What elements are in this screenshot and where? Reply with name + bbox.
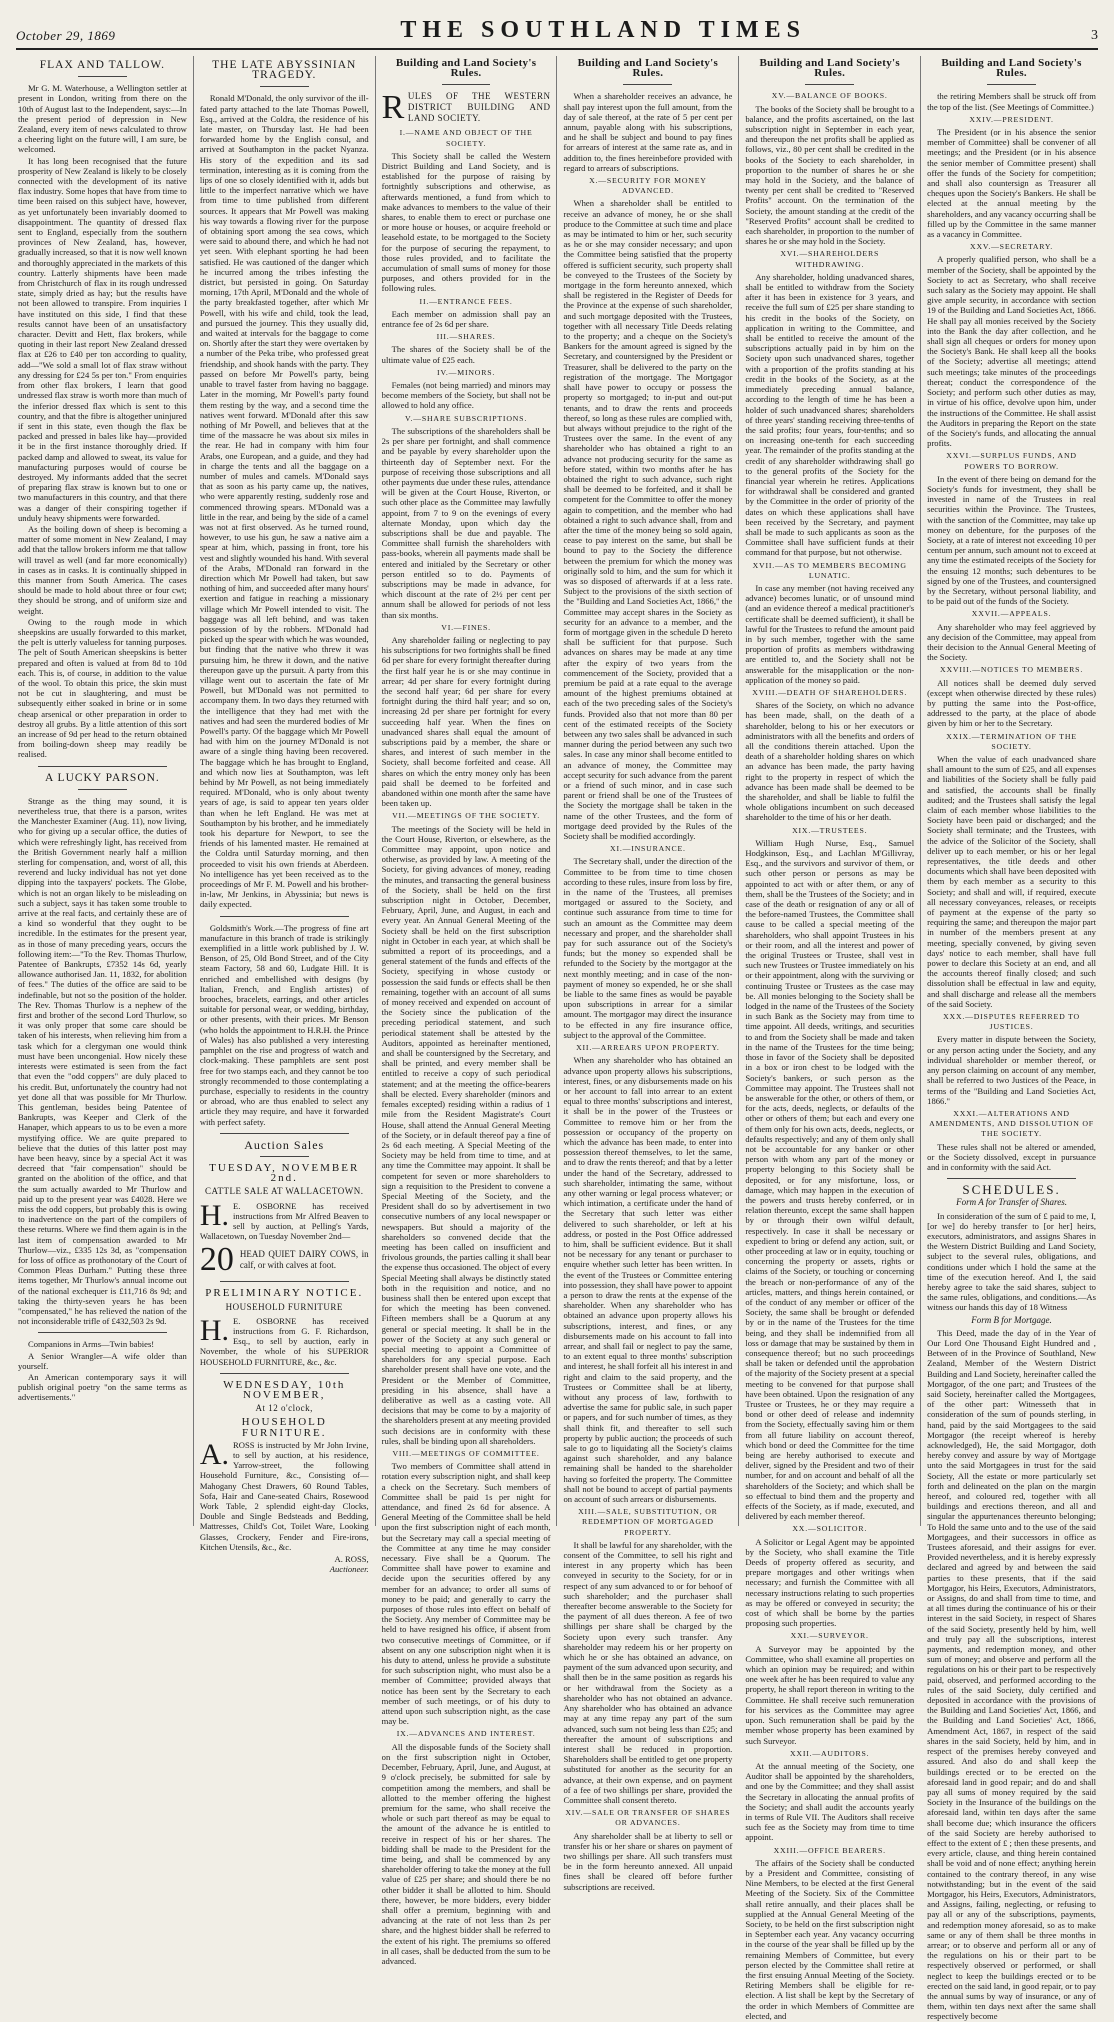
ad-quantity-number: 20: [199, 1241, 234, 1279]
article-paragraph: Goldsmith's Work.—The progress of fine art manufacture in this branch of trade is strikingly exemplified in a little work published by J. W. Benson, of 25, Old Bond Street, and of the City steam Factory, 58 and 60, Ludgate Hill. It is enriched and embellished with designs (by Italian, French, and English artistes) of brooches, bracelets, earrings, and other articles suitable for personal wear, or wedding, birthday, or other presents, with their prices. Mr Benson (who holds the appointment to H.R.H. the Prince of Wales) has also published a very interesting pamphlet on the rise and progress of watch and clock-making. These pamphlets are sent post free for two stamps each, and they cannot be too strongly recommended to those contemplating a purchase, especially to residents in the country or abroad, who are thus enabled to select any article they may require, and have it forwarded with perfect safety.: [199, 922, 369, 1127]
ad-text: E. OSBORNE has received instructions from G. F. Richardson, Esq., to sell by auction, early in November, the whole of his SUPERIOR HOUSEHOLD FURNITURE, &c., &c.: [199, 1315, 369, 1367]
section-heading: IX.—ADVANCES AND INTEREST.: [396, 1729, 536, 1739]
form-a-text: In consideration of the sum of £ paid to me, I, [or we] do hereby transfer to [or her] heirs, executors, administrators, and assigns Shares in the Western District Building and Land Society, subject to the several rules, obligations, and conditions under which I hold the same at the time of the execution hereof. And I, the said hereby agree to take the said shares, subject to the same rules, obligations, and conditions.—As witness our hands this day of 18 Witness: [927, 1210, 1096, 1313]
column-1: [12, 56, 194, 1526]
section-heading: XIV.—SALE OR TRANSFER OF SHARES OR ADVANCES.: [565, 1808, 731, 1828]
section-heading: XXVII.—APPEALS.: [971, 609, 1052, 619]
drop-initial: H.: [199, 1313, 229, 1347]
ad-date: WEDNESDAY, 10th NOVEMBER,: [223, 1378, 346, 1401]
divider: [260, 1156, 309, 1157]
form-b-heading: Form B for Mortgage.: [971, 1314, 1052, 1325]
section-heading: XV.—BALANCE OF BOOKS.: [771, 91, 888, 101]
section-heading: XXIII.—OFFICE BEARERS.: [773, 1845, 886, 1855]
ad-quantity: [199, 1241, 369, 1279]
divider: [987, 84, 1036, 85]
ad-date: TUESDAY, NOVEMBER 2nd.: [209, 1161, 360, 1185]
auction-sales-header: Auction Sales: [244, 1137, 325, 1152]
section-text: A properly qualified person, who shall be a member of the Society, shall be appointed by the Society to act as Secretary, who shall receive such salary as the Society may appoint. He shall give ample security, in accordance with section 19 of the Building and Land Societies Act, 1866. He shall pay all monies received by the Society into the Bank the day after collection, and he shall sign all cheques or orders for money upon the Society's Bank. He shall keep all the books of the Society; advertise all meetings; attend such meetings; take minutes of the proceedings thereat; conduct the correspondence of the Society; and perform such other duties as may, in virtue of his office, devolve upon him, under the instructions of the Committee. He shall assist the Auditors in preparing the Report on the state of the Society's funds, and allocating the annual profits.: [927, 254, 1096, 449]
divider: [78, 76, 127, 77]
section-text: This Society shall be called the Western District Building and Land Society, and is established for the purpose of raising by fortnightly subscriptions and otherwise, as afterwards mentioned, a fund from which to make advances to members to the value of their shares, to enable them to erect or purchase one or more house or houses, or acquire freehold or leasehold estate, to be mortgaged to the Society for the purpose of securing the repayment, to those rules provided, and to facilitate the accumulation of small sums of money for those purposes, and others provided for in the following rules.: [381, 150, 551, 294]
ad-text: E. OSBORNE has received instructions from Mr Alfred Beaven to sell by auction, at Pelling's Yards, Wallacetown, on Tuesday November 2nd—: [199, 1200, 369, 1242]
divider: [38, 1332, 167, 1333]
section-heading: X.—SECURITY FOR MONEY ADVANCED.: [589, 176, 707, 196]
section-heading: XXI.—SURVEYOR.: [790, 1631, 869, 1641]
masthead: [16, 0, 1098, 50]
section-text: Any shareholder failing or neglecting to pay his subscriptions for two fortnights shall be fined 6d per share for every fortnight thereafter during the first half year he is or she may continue in arrear; 4d per share for every fortnight during the second half year; 6d per share for every fortnight during the third half year; and so on, increasing 2d per share per fortnight for every succeeding half year. When the fines on unadvanced shares shall equal the amount of subscriptions paid by a member, the share or shares, and interest of such member in the Society, shall become forfeited and cease. All shares on which the entry money only has been paid shall be deemed to be forfeited and abandoned within one month after the same have been taken up.: [381, 634, 551, 809]
divider: [78, 789, 127, 790]
section-heading: XIII.—SALE, SUBSTITUTION, OR REDEMPTION OF MORTGAGED PROPERTY.: [578, 1507, 718, 1537]
section-text: The President (or in his absence the senior member of Committee) shall be convener of all meetings; and the President (or in his absence the senior member of Committee present) shall offer the funds of the Society for competition; and shall also countersign as Treasurer all cheques upon the Society's Bankers. He shall be elected at the annual meeting by the shareholders, and any vacancy occurring shall be filled up by the Committee in the same manner as a vacancy in Committee.: [927, 127, 1096, 240]
column-2: [194, 56, 376, 1575]
section-heading: XVIII.—DEATH OF SHAREHOLDERS.: [752, 687, 908, 697]
section-heading: III.—SHARES.: [436, 332, 496, 342]
section-heading: XXVI.—SURPLUS FUNDS, AND POWERS TO BORROW.: [946, 451, 1077, 471]
ad-text: ROSS is instructed by Mr John Irvine, to sell by auction, at his residence, Yarrow-street, the following Household Furniture, &c., Consisting of— Mahogany Chest Drawers, 60 Round Tables, Sofa, Hair and Cane-seated Chairs, Rosewood Work Table, 2 splendid eight-day Clocks, Double and Single Bedsteads and Bedding, Mattresses, Child's Cot, Toilet Ware, Looking Glasses, Crockery, Fender and Fire-irons, Kitchen Utensils, &c., &c.: [199, 1439, 369, 1552]
ad-body: [199, 1198, 369, 1242]
divider: [220, 916, 349, 917]
divider: [442, 84, 491, 85]
article-paragraph: Ronald M'Donald, the only survivor of the ill-fated party attached to the late Thomas Powell, Esq., arrived at the Coldra, the residence of his late master, on Thursday last. He had been forwarded home by the English consul, and arrived at Southampton in the packet Nyanza. His story of the expedition and its sad termination, interesting as it is coming from the lips of one so closely identified with it, adds but little to the imperfect narrative which we have from time to time published from different sources. It appears that Mr Powell was making his way towards a flowing river for the purpose of obtaining sport among the sea cows, which were said to abound there, and which he had not yet seen. With elephant sporting he had been satisfied. He was cautioned of the danger which he incurred among the tribes infesting the district, but persisted in going. On Saturday morning, 17th April, M'Donald and the whole of the party breakfasted together, after which Mr Powell, with his wife and child, took the lead, and pursued the journey. This they usually did, and waited at intervals for the baggage to come on. Shortly after the start they were overtaken by a number of the Peka tribe, who professed great friendship, and shook hands with the party. They passed on before Mr Powell's party, being unable to travel faster from having no baggage. Later in the morning, Mr Powell's party found them resting by the way, and a second time the natives went forward. M'Donald after this saw nothing of Mr Powell, and believes that at the time of the massacre he was about six miles in the rear. He had in company with him four Arabs, one European, and a guide, and they had in charge the tents and all the baggage on a number of mules and camels. M'Donald says that as soon as his party came up, the natives, who were apparently resting, suddenly rose and commenced throwing spears. M'Donald was a little in the rear, and being by the side of a camel was not at first observed. As he turned round, however, to use his gun, he saw a native aim a spear at him, which, passing in front, tore his vest and slightly wounded his hand. With several of the Arabs, M'Donald ran forward in the direction which Mr Powell had taken, but saw nothing of him, and succeeded after many hours' exertion and fatigue in reaching a missionary village which Mr Powell intended to visit. The baggage was all left behind, and was taken possession of by the robbers. M'Donald had picked up the spear with which he was wounded, but finding that the native who threw it was pursuing him, he threw it down, and the native thereupon gave up the pursuit. A party from this village went out to ascertain the fate of Mr Powell, but M'Donald was not permitted to accompany them. In two days they returned with the intelligence that they had met with the natives and had seen the murdered bodies of Mr Powell's party. Of the baggage which Mr Powell had with him on the journey M'Donald is not aware of a single thing having been recovered. The baggage which he has brought to England, and which now lies at Southampton, was left behind by Mr Powell, as not being immediately required. M'Donald, who is only about twenty years of age, is said to appear ten years older than when he left England. He was met at Southampton by his brother, and he immediately took his departure for Newport, to see the friends of his lamented master. He remained at the Coldra until Saturday morning, and then proceeded to visit his own friends at Aberdeen. No intelligence has yet been received as to the proceedings of Mr F. M. Powell and his brother-in-law, Mr Jenkins, in Abyssinia; but news is daily expected.: [199, 93, 369, 910]
section-text: Shares of the Society, on which no advance has been made, shall, on the death of a shareholder, belong to his or her executors or administrators with all the benefits and orders of all the conditions therein attached. Upon the death of a shareholder holding shares on which an advance has been made, the party having right to the property in respect of which the advance has been made shall be deemed to be the shareholder, and shall be liable to fulfil the whole obligations incumbent on such deceased shareholder to the time of his or her death.: [745, 700, 915, 823]
section-text: Any shareholder, holding unadvanced shares, shall be entitled to withdraw from the Society after it has been in existence for 3 years, and receive the full sum of £25 per share standing to his credit in the books of the Society, on application in writing to the Committee, and shall be entitled to receive the amount of the subscriptions actually paid in by him on the Society upon such unadvanced shares, together with a proportion of the profits standing at his credit in the books of the Society, as at the immediately preceding annual balance, according to the length of time he has been a holder of such unadvanced shares; shareholders of three years' standing receiving three-tenths of the said profits; four years, four-tenths; and so on increasing one-tenth for each succeeding year. The remainder of the profits standing at the credit of any shareholder withdrawing shall go to the general profits of the Society for the financial year wherein he retires. Applications for withdrawal shall be considered and granted by the Committee in the order of priority of the dates on which these applications shall have been received by the Secretary, and payment shall be made to such applicants as soon as the Committee shall have sufficient funds at their command for that purpose, but not otherwise.: [745, 271, 915, 558]
section-heading: XXXI.—ALTERATIONS AND AMENDMENTS, AND DISSOLUTION OF THE SOCIETY.: [929, 1108, 1094, 1139]
drop-initial: R: [381, 89, 405, 127]
section-text: The shares of the Society shall be of the ultimate value of £25 each.: [381, 344, 551, 365]
column-4: [557, 56, 739, 1892]
section-heading: XXX.—DISPUTES REFERRED TO JUSTICES.: [943, 1012, 1080, 1032]
column-6: [921, 56, 1102, 2022]
section-text: Any shareholder who may feel aggrieved by any decision of the Committee, may appeal from their decision to the Annual General Meeting of the Society.: [927, 621, 1096, 663]
headline-abyssinian-tragedy: THE LATE ABYSSINIAN TRAGEDY.: [212, 59, 357, 82]
section-heading: XIX.—TRUSTEES.: [792, 825, 868, 835]
form-b-text: This Deed, made the day of in the Year of Our Lord One Thousand Eight Hundred and , Between of in the Province of Southland, New Zealand, Member of the Western District Building and Land Society, hereinafter called the Mortgagor, of the one part; and Trustees of the said Society, hereinafter called the Mortgagees, of the other part: Witnesseth that in consideration of the sum of pounds sterling, in hand, paid by the said Mortgagees to the said Mortgagor (the receipt whereof is hereby acknowledged), He, the said Mortgagor, doth hereby convey and assure by way of Mortgage unto the said Mortgagees in trust for the said Society, All the estate or more particularly set forth and delineated on the plan on the margin hereof, and coloured red, together with all buildings and erections thereon, and all and singular the appurtenances thereunto belonging; To Hold the same unto and to the use of the said Mortgagees, and their successors in office as Trustees aforesaid, and their assigns for ever. Provided nevertheless, and it is hereby expressly declared and agreed by and between the said parties to these presents, that if the said Mortgagor, his Heirs, Executors, Administrators, or Assigns, do and shall from time to time, and at all times during the continuance of his or their interest in the said Society, in respect of Shares of the said Society, presently held by him, well and truly pay all the subscriptions, interest payments, and redemption money, and other sum of money; and observe and perform all the regulations on his or their part to be respectively paid, observed, and performed according to the rules of the said Society, duly certified and deposited in accordance with the provisions of the Building and Land Societies' Act, 1866, and the Building and Land Societies' Act, 1866, Amendment Act, 1867, in respect of the said shares in the said Society, held by him, and in respect of the premises hereby conveyed and assured. And also do and shall keep the buildings erected or to be erected on the aforesaid land in good repair; and do and shall pay all sums of money required by the said Society in the Insurance of the buildings on the aforesaid land, within ten days after the same shall become due; which insurance the officers of the said Society are hereby authorised to effect to the extent of £ ; then these presents, and every article, clause, and thing herein contained shall be void and of none effect; anything herein contained to the contrary thereof, in any wise notwithstanding; but in the event of the said Mortgagor, his Heirs, Executors, Administrators, and Assigns, failing, neglecting, or refusing to pay all or any of the subscriptions, payments, and redemption money aforesaid, so as to make same or any of them shall be three months in arrear; or to observe and perform all or any of the regulations on his or their part to be respectively observed or performed, or shall neglect to keep the buildings erected or to be erected on the said land, in good repair, or to pay the annual sums by way of insurance, or any of them, within ten days next after the same shall respectively become: [927, 1327, 1096, 2022]
article-paragraph: Owing to the rough mode in which sheepskins are usually forwarded to this market, the pelt is utterly valueless for tanning purposes. The pelt of South American sheepskins is better prepared and often is valued at from 8d to 10d each. This is, of course, in addition to the value of the wool. To obtain this price, the skin must not be cut in slaughtering, and must be subsequently either soaked in brine or in some cheap arsenical or other preparation in order to destroy all grubs. By a little attention of this sort an increase of 9d per head to the return obtained from boiling-down sheep may readily be realised.: [18, 616, 187, 760]
article-paragraph: As the boiling down of sheep is becoming a matter of some moment in New Zealand, I may add that the tallow brokers inform me that tallow will travel as well (and far more economically) in cases as in casks. It is continually shipped in this manner from South America. The cases should be made to hold about three or four cwt; they should be strong, and of uniform size and weight.: [18, 523, 187, 616]
filler-paragraph: Companions in Arms—Twin babies!: [28, 1339, 155, 1350]
section-heading: VI.—FINES.: [441, 622, 491, 632]
divider: [260, 86, 309, 87]
ad-body: [199, 1313, 369, 1367]
ad-signature: A. ROSS,: [334, 1554, 369, 1565]
article-paragraph: It has long been recognised that the future prosperity of New Zealand is likely to be closely connected with the development of its native flax industry. Some hopes that have from time to time been raised on this subject have, however, as yet unfortunately been invariably doomed to disappointment. The quantity of dressed flax sent to England, especially from the southern provinces of New Zealand, has, however, gradually increased, so that it is now well known and thoroughly appreciated in the markets of this country. Latterly shipments have been made from Christchurch of flax in its rough undressed state, simply dried as hay; but the results have not been allowed to transpire. From inquiries I have instituted on this side, I find that these results cannot have been of an unsatisfactory character. Devitt and Hett, flax brokers, while quoting in their last report New Zealand dressed flax at £26 to £40 per ton according to quality, add—"We sold a small lot of flax straw without any dressing for £24 5s per ton." From enquiries from other flax brokers, I learn that good undressed flax straw is worth more than much of the inferior dressed flax which is sent to this country, and that the fibre is altogether uninjured if sent in this state, even though the flax be packed and pressed in bales like hay—provided it be in the first instance thoroughly dried. If packed damp and allowed to sweat, its value for manufacturing purposes would of course be destroyed. My informants added that the secret of preparing flax straw is known but to one or two manufacturers in this country, and that there was a danger of their conspiring together if unduly heavy shipments were forwarded.: [18, 155, 187, 523]
filler-paragraph: An American contemporary says it will publish original poetry "on the same terms as advertisements.": [18, 1371, 187, 1403]
section-text: Every matter in dispute between the Society, or any person acting under the Society, and any individual shareholder or member thereof, or any person claiming on account of any member, shall be referred to two Justices of the Peace, in terms of the "Building and Land Societies Act, 1866.": [927, 1034, 1096, 1106]
article-paragraph: Strange as the thing may sound, it is nevertheless true, that there is a parson, writes the Manchester Examiner (Aug. 11), now living, who for giving up a secular office, the duties of which were refreshingly light, has received from the British Government nearly half a million sterling for compensation, and, worst of all, this reverend and lucky individual has not yet done dipping into the taxpayers' pockets. The Globe, which is not an organ likely to be misleading on such a subject, says it has taken some trouble to arrive at the real facts, and certainly these are of a kind so wonderful that they ought to be incredible. In the estimates for the present year, as in those of many preceding years, occurs the following item:—"To the Rev. Thomas Thurlow, Patentee of Bankrupts, £7352 14s 6d, yearly allowance authorised Jan. 11, 1832, for abolition of fees." The duties of the office are said to be indefinable, but not so the position of the holder. The Rev. Thomas Thurlow is a nephew of the first and brother of the second Lord Thurlow, so it was only proper that some care should be taken of his interests, when relieving him from a task which for a clergyman one would think must have been uncongenial. How nicely these interests were estimated is seen from the fact that even the "odd coppers" are duly placed to his credit. But, unfortunately the country had not yet done all that was possible for Mr Thurlow. This gentleman, besides being Patentee of Bankrupts, was Keeper and Clerk of the Hanaper, which appears to us to be even a more mystifying office. We are quite prepared to believe that the duties of this latter post may have been heavy, since by a special Act it was decreed that "fair compensation" should be granted on the abolition of the office, and that the sum actually awarded to Mr Thurlow and paid up to the present year was £4028. Here we miss the odd coppers, but probably this is owing to inadvertence on the part of the compilers of these returns. Where we find them again is in the last item of compensation awarded to Mr Thurlow—viz., £335 12s 3d, as "compensation for loss of office as prothonotary of the Court of Common Pleas Durham." Putting these three items together, Mr Thurlow's annual income out of the national exchequer is £11,716 8s 9d; and taking the thirty-seven years he has been "compensated," he has relieved the nation of the not inconsiderable trifle of £432,503 2s 9d.: [18, 795, 187, 1327]
article-paragraph: Mr G. M. Waterhouse, a Wellington settler at present in London, writing from there on the 10th of August last to the Independent, says:—In the present period of depression in New Zealand, every item of news calculated to throw a cheering light on the future will, I am sure, be welcomed.: [18, 83, 187, 155]
form-a-heading: Form A for Transfer of Shares.: [956, 1197, 1067, 1208]
section-heading: XXII.—AUDITORS.: [790, 1748, 870, 1758]
section-text: The subscriptions of the shareholders shall be 2s per share per fortnight, and shall commence and be payable by every shareholder upon the thirteenth day of September next. For the purpose of receiving those subscriptions and all other payments due under these rules, attendance will be given at the Court House, Riverton, or such other place as the Committee may lawfully appoint, from 7 to 9 on the evenings of every alternate Monday, upon which day the subscriptions shall be due and payable. The Committee shall furnish the shareholders with pass-books, wherein all payments made shall be entered and initialed by the Secretary or other person entitled so to do. Payments of subscriptions may be made in advance, for which discount at the rate of 2½ per cent per annum shall be allowed for periods of not less than six months.: [381, 425, 551, 620]
ad-signature-role: Auctioneer.: [329, 1564, 369, 1575]
ad-time: At 12 o'clock,: [255, 1403, 313, 1414]
section-text: The meetings of the Society will be held in the Court House, Riverton, or elsewhere, as the Committee may appoint, upon notice and otherwise, as provided by law. A meeting of the Society, for giving advances of money, reading the minutes, and transacting the general business of the Society, shall be held on the first subscription night in October, December, February, April, June, and August, in each and every year. An Annual General Meeting of the Society shall be held on the first subscription night in October in each year, at which shall be submitted a report of its proceedings, and a general statement of the funds and effects of the Society, specifying in whose custody or possession the said funds or effects shall be then remaining, together with an account of all sums of money received and expended on account of the Society since the publication of the preceding periodical statement, and such periodical statement shall be attested by the Auditors, appointed as hereinafter mentioned, and shall be countersigned by the Secretary, and shall be printed, and every member shall be entitled to receive a copy of such periodical statement; and at the meeting the office-bearers shall be elected. Every shareholder (minors and females excepted) residing within a radius of 1 mile from the Resident Magistrate's Court House, shall attend the Annual General Meeting of the Society, or in default thereof pay a fine of 2s 6d each meeting. A Special Meeting of the Society may be held from time to time, and at any time the Committee may appoint. It shall be competent for seven or more shareholders to sign a requisition to the President to convene a Special Meeting of the Society, and the President shall do so by advertisement in two consecutive numbers of any local newspaper or newspapers. But should a majority of the shareholders so convened decide that the meeting has been called on insufficient and frivolous grounds, the parties calling it shall bear the expense thus occasioned. The object of every Special Meeting shall always be distinctly stated both in the requisition and notice, and no business shall then be entered upon except that for which the meeting has been convened. Fifteen members shall be a Quorum at any general or special meeting. It shall be in the power of the Society at any such general or special meeting to appoint a Committee of shareholders for any special purpose. Each shareholder present shall have one vote, and the President or the Member of Committee, presiding in his absence, shall have a deliberative as well as a casting vote. All decisions that may be come to by a majority of the shareholders present at any meeting provided such decisions are in conformity with these rules, shall be binding upon all shareholders.: [381, 823, 551, 1446]
section-text: All the disposable funds of the Society shall on the first subscription night in October, December, February, April, June, and August, at 9 o'clock precisely, be submitted for sale by competition among the members, and shall be allotted to the member offering the highest premium for the same, who shall receive the whole or such part thereof as may be equal to the amount of the advance he is entitled to receive in respect of his or her shares. The bidding shall be made to the President for the time being, and shall be commenced by any shareholder offering to take the money at the full value of £25 per share; and should there be no other bidder it shall be allotted to him. Should there, however, be more bidders, every bidder shall offer a premium, beginning with and advancing at the rate of not less than 2s per share, and the highest bidder shall be referred to the extent of his right. The premiums so offered in all cases, shall be deducted from the sum to be advanced.: [381, 1741, 551, 1966]
schedules-heading: SCHEDULES.: [962, 1182, 1061, 1198]
section-text: Two members of Committee shall attend in rotation every subscription night, and shall keep a check on the Secretary. Such members of Committee shall be paid 1s per night for attendance, and fined 2s 6d for absence. A General Meeting of the Committee shall be held upon the first subscription night of each month, but the Secretary may call a special meeting of the Committee at any time he may consider necessary. Five shall be a Quorum. The Committee shall have power to examine and decide upon the securities offered by any member for an advance; to order all sums of money to be paid; and generally to carry the purposes of those rules into effect on behalf of the Society. Any member of Committee may be held to have resigned his office, if absent from two consecutive meetings of Committee, or if absent on any one subscription night when it is his duty to attend, unless he provide a substitute for such subscription night, who must also be a member of Committee; provided always that notice has been sent by the Secretary to each member of such meetings, or of his duty to attend upon such subscription night, as the case may be.: [381, 1461, 551, 1727]
ad-body: [199, 1437, 369, 1552]
column-running-head: Building and Land Society's Rules.: [941, 57, 1082, 80]
section-text: These rules shall not be altered or amended, or the Society dissolved, except in pursuance and in conformity with the said Act.: [927, 1141, 1096, 1172]
section-heading: XVI.—SHAREHOLDERS WITHDRAWING.: [780, 249, 880, 269]
section-text: It shall be lawful for any shareholder, with the consent of the Committee, to sell his right and interest in any property which has been conveyed in security to the Society, for or in respect of any sum advanced to or for behoof of such shareholder; and the purchaser shall thereafter become answerable to the Society for the payment of all dues thereon. A fee of two shillings per share shall be charged by the Society upon every such transfer. Any shareholder may redeem his or her property on which he or she has obtained an advance, on payment of the sum advanced upon security, and shall then be in the same position as regards his or her withdrawal from the Society as a shareholder who has not obtained an advance. Any shareholder who has obtained an advance may at any time repay any part of the sum advanced, such sum not being less than £25; and thereafter the amount of subscriptions and interest shall be reduced in proportion. Shareholders shall be entitled to get one property substituted for another as the security for an advance, at their own expense, and on payment of a fee of two shillings per share, provided the Committee shall consent thereto.: [563, 1539, 733, 1805]
section-text: When the value of each unadvanced share shall amount to the sum of £25, and all expenses and liabilities of the Society shall be fully paid and satisfied, the accounts shall be finally audited; and the Trustees shall satisfy the legal claim of each member whose liabilities to the Society have been paid or discharged; and the Society shall terminate; and the Trustees, with the advice of the Solicitor of the Society, shall deliver up to each member, or his or her legal representatives, the title deeds and other documents which shall have been deposited with them by each member as a security to this Society; and shall and will, if required, execute all necessary conveyances, releases, or receipts of payment at the expense of the party so requiring the same; and thereupon the major part in number of the members present at any meeting, specially convened, by giving seven days' notice to each member, shall have full power to declare this Society at an end, and all the accounts thereof finally closed; and such dissolution shall be effectual in law and equity, and shall discharge and release all the members of the said Society.: [927, 754, 1096, 1009]
drop-initial: H.: [199, 1198, 229, 1232]
column-5: [739, 56, 921, 2021]
ad-title: PRELIMINARY NOTICE.: [205, 1287, 364, 1300]
section-heading: XXV.—SECRETARY.: [970, 242, 1054, 252]
page-number: 3: [1091, 28, 1098, 43]
section-text: the retiring Members shall be struck off from the top of the list. (See Meetings of Committee.): [927, 91, 1096, 112]
section-text: A Surveyor may be appointed by the Committee, who shall examine all properties on which an opinion may be required; and within one week after he has been required to value any property, he shall report thereon in writing to the Committee. He shall receive such remuneration for his services as the Committee may agree upon. Such remuneration shall be paid by the member whose property has been examined by such Surveyor.: [745, 1643, 915, 1746]
section-heading: VIII.—MEETINGS OF COMMITTEE.: [392, 1449, 540, 1458]
divider: [220, 1373, 349, 1374]
divider: [220, 1281, 349, 1282]
section-text: When a shareholder shall be entitled to receive an advance of money, he or she shall produce to the Committee at such time and place as may be intimated to him or her, such security as he or she may consider necessary; and upon the Committee being satisfied that the property offered is sufficient security, such property shall be conveyed to the Trustees of the Society by mortgage in the form hereunto annexed, which shall be registered in the Register of Deeds for the Province at the expense of such shareholder, and such mortgage deposited with the Trustees, together with all necessary Title Deeds relating to the property; and a cheque on the Society's Bankers for the amount agreed is signed by the Secretary, and countersigned by the President or Treasurer, shall be delivered to the party on the registration of the mortgage. The Mortgagor shall have power to occupy or possess the property so mortgaged; to in-put and out-put tenants, and to draw the rents and proceeds thereof, so long as these rules are complied with, but always without prejudice to the right of the Trustees over the same. In the event of any shareholder who has obtained a right to an advance not producing security for the same as before stated, within two months after he has obtained the right to such advance, such right shall be deemed to be forfeited, and it shall be competent for the Committee to offer the money again to competition, and the member who had obtained a right to such advance shall, from and after the time of the money being so sold again, cease to pay interest on the same, but shall be bound to pay to the Society the difference between the premium for which the money was originally sold to him, and the sum for which it was so disposed of afterwards if at a less rate. Subject to the provisions of the sixth section of the "Building and Land Societies Act, 1866," the Committee may accept shares in the Society as security for an advance to a member, and the form of mortgage given in the schedule D hereto shall be sufficient for that purpose. Such advances on shares may be made at any time after the expiry of two years from the commencement of the Society, provided that a premium be paid at a rate equal to the average amount of the highest premiums obtained at each of the two preceding sales of the Society's funds. Provided also that not more than 80 per cent of the estimated receipts of the Society between any two sales shall be advanced in such manner during the period between any such two sales. In case any minor shall become entitled to an advance of money, the Committee may accept security for such advance from the parent or a friend of such minor, and in case such parent or friend shall be one of the Trustees of the Society the mortgage shall be taken in the name of the other Trustees, and the form of mortgage deed provided by the Rules of the Society shall be modified accordingly.: [563, 198, 733, 842]
issue-date: October 29, 1869: [16, 28, 116, 43]
section-text: In case any member (not having received any advance) becomes lunatic, or of unsound mind (and an evidence thereof a medical practitioner's certificate shall be deemed sufficient), it shall be lawful for the Trustees to refund the amount paid in by such member, together with the same proportion of profits as members withdrawing are entitled to, and the Society shall not be answerable for the misapplication or the non-application of the money so paid.: [745, 582, 915, 685]
section-text: When a shareholder receives an advance, he shall pay interest upon the full amount, from the day of sale thereof, at the rate of 5 per cent per annum, payable along with his subscriptions, and he shall be subject and bound to pay fines for arrears of interest at the same rate as, and in addition to, the fines hereinbefore provided with regard to arrears of subscriptions.: [563, 91, 733, 173]
section-text: A Solicitor or Legal Agent may be appointed by the Society, who shall examine the Title Deeds of property offered as security, and prepare mortgages and other writings when necessary; and furnish the Committee with all necessary instructions relating to such properties as may be offered or conveyed in security; the cost of which shall be borne by the parties proposing such properties.: [745, 1536, 915, 1629]
divider: [805, 84, 854, 85]
ad-quantity-text: HEAD QUIET DAIRY COWS, in calf, or with calves at foot.: [239, 1249, 369, 1271]
ad-title: HOUSEHOLD FURNITURE.: [241, 1416, 327, 1439]
section-text: Females (not being married) and minors may become members of the Society, but shall not be allowed to hold any office.: [381, 380, 551, 411]
column-3: [376, 56, 558, 1966]
section-heading: XX.—SOLICITOR.: [792, 1524, 868, 1534]
headline-flax-and-tallow: FLAX AND TALLOW.: [39, 59, 166, 71]
section-text: All notices shall be deemed duly served (except when otherwise directed by these rules) by putting the same into the Post-office, addressed to the party, at the place of abode given by him or her to the Secretary.: [927, 677, 1096, 729]
ad-title: CATTLE SALE AT WALLACETOWN.: [204, 1186, 364, 1197]
column-running-head: Building and Land Society's Rules.: [395, 57, 537, 80]
divider: [623, 84, 672, 85]
section-text: The affairs of the Society shall be conducted by a President and Committee, consisting of Nine Members, to be elected at the first General Meeting of the Society. Six of the Committee shall retire annually, and their places shall be supplied at the Annual General Meeting of the Society, to be held on the first subscription night in September each year. Any vacancy occurring in the course of the year shall be filled up by the remaining Members of Committee, but every person elected by the Committee shall retire at the first ensuing Annual Meeting of the Society. Retiring Members shall be eligible for re-election. A list shall be kept by the Secretary of the order in which Members of Committee are elected, and: [745, 1857, 915, 2021]
newspaper-title: THE SOUTHLAND TIMES: [400, 17, 806, 43]
section-text: The Secretary shall, under the direction of the Committee to be from time to time chosen according to these rules, insure from loss by fire, in the name of the Trustees, all premises mortgaged or assured to the Society, and continue such assurance from time to time for such an amount as the Committee may deem necessary and proper, and the shareholder shall pay for such assurance out of the Society's funds; but the money so expended shall be refunded to the Society by the mortgagor at the next monthly meeting; and in case of the non-payment of money so expended, he or she shall be liable to the same fines as would be payable upon subscriptions in arrear for a similar amount. The mortgagor may direct the insurance to be effected in any fire insurance office, subject to the approval of the Committee.: [563, 856, 733, 1040]
section-heading: XVII.—AS TO MEMBERS BECOMING LUNATIC.: [752, 560, 907, 580]
section-heading: XXVIII.—NOTICES TO MEMBERS.: [940, 665, 1084, 675]
rules-title-text: ULES OF THE WESTERN DISTRICT BUILDING AND LAND SOCIETY.: [407, 91, 551, 124]
drop-initial: A.: [199, 1437, 229, 1471]
section-text: At the annual meeting of the Society, one Auditor shall be appointed by the shareholders, and one by the Committee; and they shall assist the Secretary in allocating the annual profits of the Society; and shall audit the accounts yearly in terms of Rule VII. The Auditors shall receive such fee as the Society may from time to time appoint.: [745, 1760, 915, 1843]
section-heading: XXIX.—TERMINATION OF THE SOCIETY.: [946, 731, 1077, 751]
headline-lucky-parson: A LUCKY PARSON.: [45, 771, 160, 784]
section-text: Each member on admission shall pay an entrance fee of 2s 6d per share.: [381, 308, 551, 330]
section-heading: VII.—MEETINGS OF THE SOCIETY.: [392, 811, 541, 821]
section-text: In the event of there being on demand for the Society's funds for investment, they shall be invested in name of the Trustees in real securities within the Province. The Trustees, with the sanction of the Committee, may take up money on debenture, for the purposes of the Society, at a rate of interest not exceeding 10 per centum per annum, such amount not to exceed at any time the estimated receipts of the Society for the ensuing 12 months; such debentures to be signed by one of the Trustees, and countersigned by the Secretary, without personal liability, and to be paid out of the funds of the Society.: [927, 473, 1096, 607]
section-heading: XII.—ARREARS UPON PROPERTY.: [576, 1043, 720, 1053]
divider: [947, 1178, 1076, 1179]
section-text: William Hugh Nurse, Esq., Samuel Hodgkinson, Esq., and Lachlan M'Gillivray, Esq., and the survivors and survivor of them, or such other person or persons as may be appointed to act with or after them, or any of them, shall be the Trustees of the Society; and in case of the death or resignation of any or all of the before-named Trustees, the Committee shall cause to be called a special meeting of the shareholders, who shall appoint Trustees in his or their room, and all the interest and power of the original Trustees or Trustee, shall vest in such new Trustees or Trustee immediately on his or their appointment, along with the surviving or continuing Trustee or Trustees as the case may be. All monies belonging to the Society shall be lodged in the name of the Trustees of the Society in such Bank as the Society may from time to time appoint. All deeds, writings, and securities to and from the Society shall be made and taken in the name of the Trustees for the time being; those in favor of the Society shall be deposited in a box or iron chest to be lodged with the Society's bankers, or such person as the Committee may appoint. The Trustees shall not be answerable for the other, or others of them, or for the acts, deeds, neglects, or defaults of the other or others of them; but each and every one of them only for his own acts, deeds, neglects, or defaults respectively; and any of them only shall not be accountable for any banker or other person with whom any part of the money or property belonging to this Society shall be deposited, or for any misfortune, loss, or damage, which may happen in the execution of the powers and trusts hereby conferred, or in relation thereunto, except the same shall happen by or through their own wilful default, respectively. In case it shall be necessary or expedient to bring or defend any action, suit, or other proceeding at law or in equity, touching or concerning the property or assets, rights or claims of the Society, or touching or concerning the breach or non-performance of any of the articles, matters, and things herein contained, or of the conduct of any member or officer of the Society, the same shall be brought or defended by or in the name of the Trustees for the time being, and they shall be indemnified from all loss or damage that may be sustained by them in consequence thereof; but no such proceedings shall be taken or defended until the approbation of the majority of the Society present at a special meeting to be convened for that purpose shall have been obtained. Upon the resignation of any Trustee or Trustees, he or they may require a bond or other deed of release and indemnity from the Society, effectually saving him or them from all future liability on account thereof, which bond or deed the Committee for the time being are hereby authorised to execute and deliver, signed by the President and two of their number, for and on account and behalf of all the shareholders of the Society; and which shall be so effectual to bind them and the property and effects of the Society, as if made, executed, and delivered by each member thereof.: [745, 837, 915, 1522]
section-text: The books of the Society shall be brought to a balance, and the profits ascertained, on the last subscription night in September in each year, and thereupon the net profits shall be applied as follows, viz., 80 per cent shall be credited in the books of the Society to each shareholder, in proportion to the number of shares he or she may hold in the Society, and the balance of twenty per cent shall be credited to "Reserved Profits" account. On the termination of the Society, the amount standing at the credit of the "Reserved Profits" account shall be credited to each shareholder, in proportion to the number of shares he or she may hold in the Society.: [745, 103, 915, 247]
columns: [12, 56, 1102, 2022]
column-running-head: Building and Land Society's Rules.: [759, 57, 900, 80]
divider: [38, 766, 167, 767]
section-heading: XXIV.—PRESIDENT.: [969, 114, 1054, 124]
section-heading: XI.—INSURANCE.: [610, 844, 686, 854]
section-heading: II.—ENTRANCE FEES.: [419, 296, 513, 306]
section-text: Any shareholder shall be at liberty to sell or transfer his or her share or shares on payment of two shillings per share. All such transfers must be in the form hereunto annexed. All unpaid fines shall be cleared off before further subscriptions are received.: [563, 1830, 733, 1892]
divider: [220, 1133, 349, 1134]
filler-paragraph: A Senior Wrangler—A wife older than yourself.: [18, 1350, 187, 1371]
section-heading: I.—NAME AND OBJECT OF THE SOCIETY.: [399, 128, 533, 148]
section-text: When any shareholder who has obtained an advance upon property allows his subscriptions, interest, fines, or any disbursements made on his or her account to fall into arrear to an extent equal to three months' subscriptions and interest, it shall be in the power of the Trustees or Committee to remove him or her from the possession or occupancy of the property on which the advance has been made, to enter into possession thereof themselves, to let the same, and to draw the rents thereof; and that by a letter under the hand of the Secretary, addressed to such shareholder, intimating the same, without any other warning or legal process whatever; or which intimation, a certificate under the hand of the Secretary that such letter was either delivered to such shareholder, or left at his address, or posted in the Post Office addressed to him, shall be sufficient evidence. But it shall not be necessary for any tenant or purchaser to enquire whether such letter has been written. In the event of the Trustees or Committee entering into possession, they shall have power to appoint a person to draw the rents at the expense of the shareholder. When any shareholder who has obtained an advance upon property allows his subscriptions, interest, and fines, or any disbursements made on his account to fall into arrear, and shall fail or neglect to pay the same, to an extent equal to three months' subscription and interest, he shall forfeit all his interest in and right and claim to the said property, and the Trustees or Committee shall be at liberty, without any process of law, forthwith to advertise the same for public sale, in such paper or papers, and for such number of times, as they shall think fit, and thereafter to sell such property by public auction; the proceeds of such sale to go to liquidating all the Society's claims against such shareholder, and any balance remaining shall be handed to the shareholder having so forfeited the property. The Committee shall not be bound to accept of partial payments on account of such arrears or disbursements.: [563, 1055, 733, 1505]
rules-title: [381, 89, 551, 127]
column-running-head: Building and Land Society's Rules.: [577, 57, 719, 80]
ad-subtitle: HOUSEHOLD FURNITURE: [225, 1301, 343, 1312]
section-heading: V.—SHARE SUBSCRIPTIONS.: [405, 413, 528, 423]
section-heading: IV.—MINORS.: [437, 367, 496, 377]
